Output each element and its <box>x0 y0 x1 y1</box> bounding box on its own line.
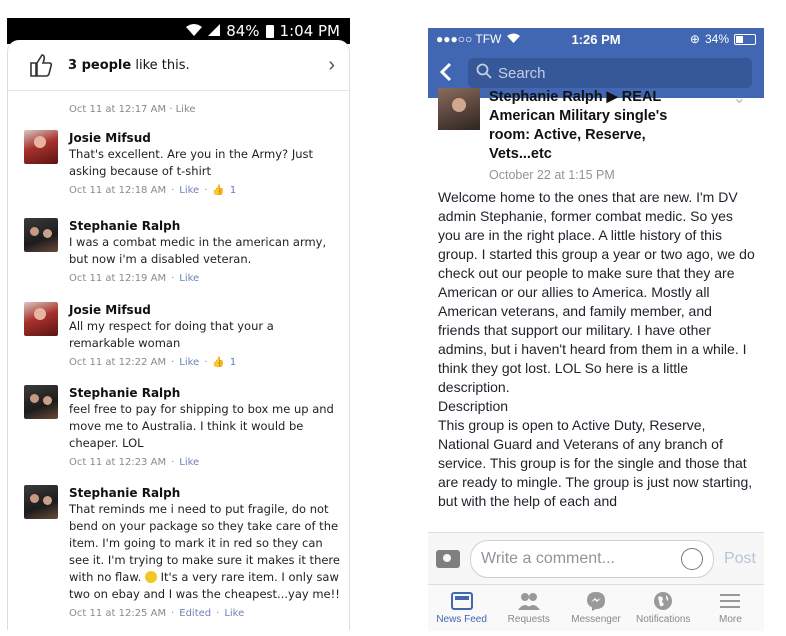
status-time: 1:04 PM <box>279 22 340 40</box>
right-phone-screenshot <box>428 28 764 630</box>
tab-label: Requests <box>507 614 550 625</box>
comment-text <box>69 501 343 603</box>
post-button[interactable]: Post <box>723 550 756 567</box>
comment-time: Oct 11 at 12:18 AM <box>69 185 167 196</box>
comment-text: All my respect for doing that your a remarkable woman <box>69 319 274 350</box>
comment-composer <box>428 532 764 585</box>
likes-summary-row[interactable] <box>8 40 349 91</box>
tab-label: Notifications <box>635 614 691 625</box>
reaction-count[interactable]: 1 <box>229 357 237 368</box>
like-link[interactable]: Like <box>179 273 200 284</box>
avatar[interactable] <box>24 302 58 336</box>
search-icon <box>476 63 492 83</box>
battery-icon <box>266 25 274 38</box>
comment-meta: Oct 11 at 12:19 AM · Like <box>69 273 200 284</box>
partial-comment-meta: Oct 11 at 12:17 AM · Like <box>69 104 196 115</box>
avatar[interactable] <box>24 485 58 519</box>
comment-text: That's excellent. Are you in the Army? Just asking because of t-shirt <box>69 147 313 178</box>
signal-icon <box>208 22 220 40</box>
comment-time: Oct 11 at 12:25 AM <box>69 608 167 619</box>
left-phone-screenshot <box>7 18 350 630</box>
comment-author[interactable]: Stephanie Ralph <box>69 486 181 500</box>
comment-time: Oct 11 at 12:19 AM <box>69 273 167 284</box>
search-placeholder: Search <box>498 64 546 82</box>
rotation-lock-icon: ⊕ <box>689 32 700 46</box>
post-paragraph: Description <box>438 398 509 414</box>
comment-item <box>24 302 343 368</box>
comment-input[interactable] <box>470 540 714 578</box>
battery-percent: 84% <box>226 22 260 40</box>
comment-placeholder: Write a comment... <box>481 550 615 567</box>
chevron-right-icon[interactable]: › <box>328 53 335 76</box>
comment-text: I was a combat medic in the american army, but now i'm a disabled veteran. <box>69 235 327 266</box>
comment-text-part: It's a very rare item. I only saw two on ebay and I was the cheapest...yay me!! <box>69 570 340 601</box>
messenger-icon <box>585 591 607 611</box>
comment-list <box>8 104 349 630</box>
comment-meta: Oct 11 at 12:25 AM · Edited · Like <box>69 608 245 619</box>
comment-author[interactable]: Stephanie Ralph <box>69 386 181 400</box>
comment-meta: Oct 11 at 12:22 AM · Like · 👍 1 <box>69 357 237 368</box>
likes-count: 3 people <box>68 57 132 73</box>
avatar[interactable] <box>438 88 480 130</box>
battery-icon <box>734 34 756 45</box>
like-link[interactable]: Like <box>224 608 245 619</box>
news-feed-icon <box>451 591 473 611</box>
ios-status-bar <box>428 28 764 50</box>
like-link[interactable]: Like <box>179 185 200 196</box>
post-body <box>438 188 756 532</box>
avatar[interactable] <box>24 130 58 164</box>
tab-messenger[interactable] <box>562 585 629 631</box>
thumbs-up-icon <box>28 52 54 78</box>
chevron-down-icon[interactable]: ⌄ <box>732 90 746 107</box>
reaction-thumb-icon: 👍 <box>212 185 225 196</box>
comments-sheet <box>7 40 350 630</box>
reaction-thumb-icon: 👍 <box>212 357 225 368</box>
comment-author[interactable]: Josie Mifsud <box>69 131 151 145</box>
tab-notifications[interactable] <box>630 585 697 631</box>
comment-text-part: That reminds me i need to put fragile, do not bend on your package so they take care of the item. I'm going to mark it in red so they can see it. I'm trying to make sure it makes it there with no flaw. <box>69 502 340 584</box>
comment-time: Oct 11 at 12:23 AM <box>69 457 167 468</box>
post-paragraph: Welcome home to the ones that are new. I'm DV admin Stephanie, former combat medic. So yes you are in the right place. A little history of this group. I started this group a year or two ago, we do check out our people to make sure that they are American or our allies to America. Mostly all American veterans, and family member, and friends that support our military. I have other admins, but i haven't heard from them in a while. I think they got lost. LOL So here is a little description. <box>438 189 755 395</box>
comment-author[interactable]: Josie Mifsud <box>69 303 151 317</box>
comment-text: feel free to pay for shipping to box me up and move me to Australia. I think it would be cheaper. LOL <box>69 402 334 450</box>
emoji-icon[interactable] <box>681 548 703 570</box>
avatar[interactable] <box>24 385 58 419</box>
comment-item <box>24 130 343 196</box>
smiley-icon <box>145 571 157 583</box>
comment-author[interactable]: Stephanie Ralph <box>69 219 181 233</box>
post-date[interactable]: October 22 at 1:15 PM <box>489 168 615 182</box>
status-time: 1:26 PM <box>571 31 621 47</box>
edited-link[interactable]: Edited <box>179 608 212 619</box>
comment-item <box>24 485 343 619</box>
battery-percent: 34% <box>704 32 730 46</box>
reaction-count[interactable]: 1 <box>229 185 237 196</box>
comment-meta: Oct 11 at 12:23 AM · Like <box>69 457 200 468</box>
like-link[interactable]: Like <box>179 457 200 468</box>
tab-requests[interactable] <box>495 585 562 631</box>
like-link[interactable]: Like <box>179 357 200 368</box>
post-header <box>438 88 754 188</box>
wifi-icon <box>507 32 520 46</box>
comment-item <box>24 385 343 468</box>
likes-text <box>68 58 328 73</box>
tab-label: News Feed <box>436 614 487 625</box>
menu-icon <box>719 591 741 611</box>
likes-suffix: like this. <box>131 57 190 73</box>
bottom-tab-bar <box>428 584 764 631</box>
comment-time: Oct 11 at 12:22 AM <box>69 357 167 368</box>
tab-label: Messenger <box>571 614 621 625</box>
back-arrow-icon[interactable] <box>440 58 454 89</box>
post-title[interactable]: Stephanie Ralph ▶ REAL American Military single's room: Active, Reserve, Vets...etc <box>489 89 668 162</box>
wifi-icon <box>186 22 202 40</box>
carrier-signal: ●●●○○ TFW <box>436 32 502 46</box>
comment-item <box>24 218 343 284</box>
comment-meta: Oct 11 at 12:18 AM · Like · 👍 1 <box>69 185 237 196</box>
tab-label: More <box>719 614 742 625</box>
avatar[interactable] <box>24 218 58 252</box>
globe-icon <box>652 591 674 611</box>
search-input[interactable] <box>468 58 752 88</box>
tab-more[interactable] <box>697 585 764 631</box>
post-paragraph: This group is open to Active Duty, Reserve, National Guard and Veterans of any branch of service. This group is for the single and those that are ready to mingle. The group is just now starting, but with the help of each and <box>438 417 753 509</box>
camera-icon[interactable] <box>436 550 460 568</box>
tab-news-feed[interactable] <box>428 585 495 631</box>
requests-icon <box>518 591 540 611</box>
